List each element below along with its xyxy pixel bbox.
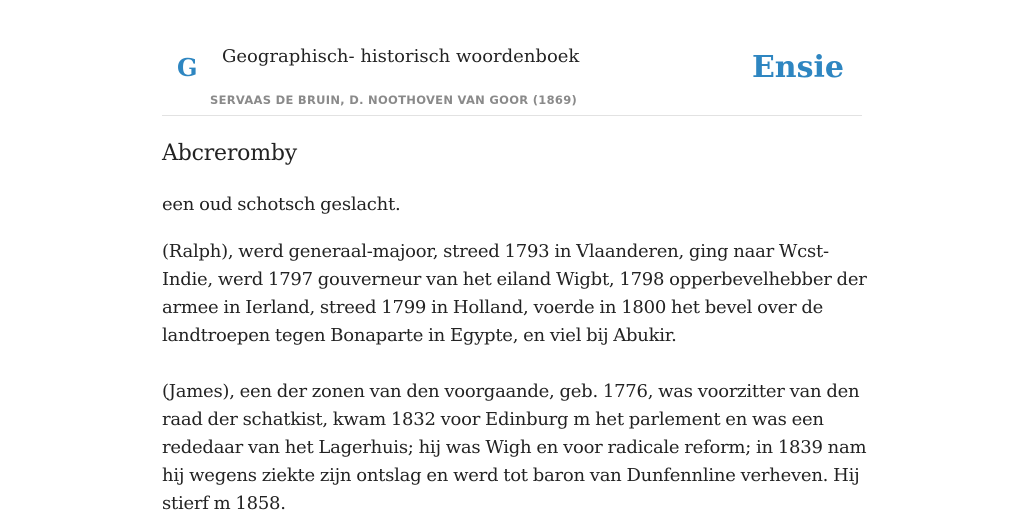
entry-paragraph-ralph: (Ralph), werd generaal-majoor, streed 1793 in Vlaanderen, ging naar Wcst-Indie, werd 1797 gouverneur van het eiland Wigbt, 1798 opperbevelhebber der armee in Ierland, streed 1799 in Holland, voerde in 1800 het bevel over de landtroepen tegen Bonaparte in Egypte, en viel bij Abukir. — [162, 241, 867, 346]
book-logo[interactable]: G — [177, 53, 198, 82]
book-header — [162, 0, 862, 116]
ensie-brand-link[interactable]: Ensie — [751, 50, 844, 85]
book-title[interactable]: Geographisch- historisch woordenboek — [222, 46, 580, 67]
entry-intro: een oud schotsch geslacht. — [162, 194, 401, 215]
entry-paragraph-james: (James), een der zonen van den voorgaande, geb. 1776, was voorzitter van den raad der schatkist, kwam 1832 voor Edinburg m het parlement en was een rededaar van het Lagerhuis; hij was Wigh en voor radicale reform; in 1839 nam hij wegens ziekte zijn ontslag en werd tot baron van Dunfennline verheven. Hij stierf m 1858. — [162, 381, 867, 512]
entry-content — [162, 140, 867, 512]
entry-title: Abcreromby — [162, 141, 297, 166]
book-author: SERVAAS DE BRUIN, D. NOOTHOVEN VAN GOOR (1869) — [210, 93, 578, 107]
